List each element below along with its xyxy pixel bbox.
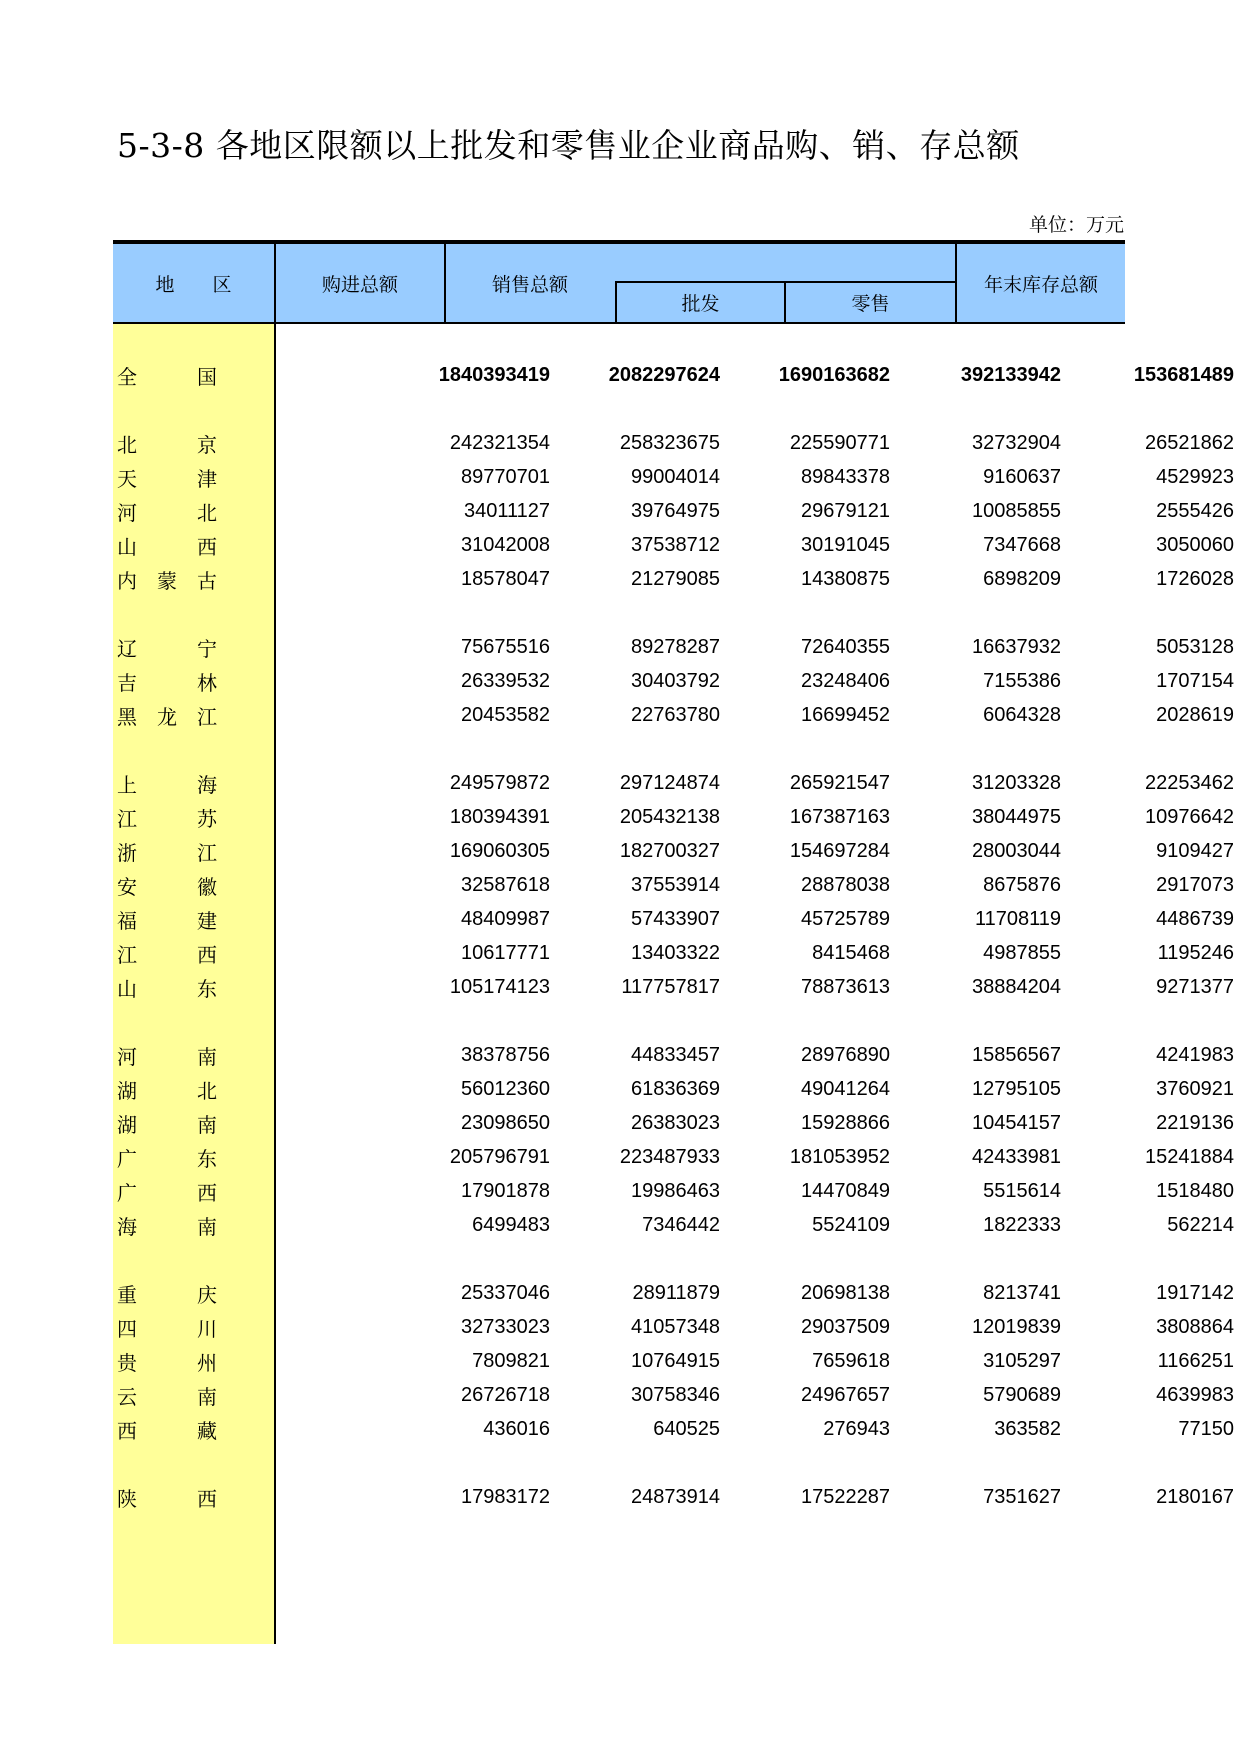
region-name-char: 庆 (197, 1282, 217, 1307)
region-name (117, 968, 217, 1006)
wholesale-cell: 1690163682 (778, 363, 890, 386)
region-name (117, 1138, 217, 1176)
table-row (113, 560, 1234, 598)
region-name-char: 河 (117, 1044, 137, 1069)
table-row (113, 1478, 1234, 1516)
wholesale-cell: 89843378 (801, 465, 890, 488)
region-name-char: 海 (117, 1214, 137, 1239)
retail-cell: 16637932 (972, 635, 1061, 658)
region-name-char: 安 (117, 874, 137, 899)
region-name-char: 湖 (117, 1078, 137, 1103)
region-name-char: 山 (117, 534, 137, 559)
region-name (117, 1206, 217, 1244)
region-name-char: 福 (117, 908, 137, 933)
region-name-char: 陕 (117, 1486, 137, 1511)
retail-cell: 8675876 (983, 873, 1061, 896)
inventory-cell: 3050060 (1156, 533, 1234, 556)
retail-cell: 1822333 (983, 1213, 1061, 1236)
inventory-cell: 1518480 (1156, 1179, 1234, 1202)
sales-cell: 19986463 (631, 1179, 720, 1202)
sales-cell: 41057348 (631, 1315, 720, 1338)
region-name (117, 832, 217, 870)
region-name-char: 贵 (117, 1350, 137, 1375)
region-name (117, 526, 217, 564)
sales-cell: 13403322 (631, 941, 720, 964)
region-name (117, 424, 217, 462)
retail-cell: 32732904 (972, 431, 1061, 454)
table-row (113, 662, 1234, 700)
inventory-cell: 4639983 (1156, 1383, 1234, 1406)
region-name-char: 龙 (157, 704, 177, 729)
region-name-char: 江 (117, 806, 137, 831)
region-name-char: 藏 (197, 1418, 217, 1443)
header-inventory: 年末库存总额 (983, 273, 1098, 296)
inventory-cell: 22253462 (1145, 771, 1234, 794)
purchase-cell: 20453582 (461, 703, 550, 726)
retail-cell: 7347668 (983, 533, 1061, 556)
sales-cell: 117757817 (621, 975, 720, 998)
sales-cell: 258323675 (619, 431, 720, 454)
retail-cell: 5790689 (983, 1383, 1061, 1406)
retail-cell: 15856567 (972, 1043, 1061, 1066)
region-name (117, 866, 217, 904)
purchase-cell: 10617771 (461, 941, 550, 964)
table-body (113, 324, 1234, 1644)
inventory-cell: 10976642 (1145, 805, 1234, 828)
region-name-char: 京 (197, 432, 217, 457)
header-wholesale: 批发 (681, 293, 720, 315)
sales-cell: 223487933 (619, 1145, 720, 1168)
inventory-cell: 4486739 (1156, 907, 1234, 930)
region-name (117, 1410, 217, 1448)
wholesale-cell: 7659618 (812, 1349, 890, 1372)
wholesale-cell: 14380875 (801, 567, 890, 590)
sales-cell: 7346442 (642, 1213, 720, 1236)
header-retail: 零售 (851, 293, 890, 315)
inventory-cell: 2028619 (1156, 703, 1234, 726)
retail-cell: 4987855 (983, 941, 1061, 964)
region-name-char: 川 (197, 1316, 217, 1341)
purchase-cell: 25337046 (461, 1281, 550, 1304)
region-name-char: 西 (197, 1180, 217, 1205)
retail-cell: 363582 (994, 1417, 1061, 1440)
inventory-cell: 1166251 (1157, 1349, 1234, 1372)
table-row (113, 1308, 1234, 1346)
table-row (113, 1070, 1234, 1108)
region-name (117, 662, 217, 700)
wholesale-cell: 23248406 (801, 669, 890, 692)
purchase-cell: 18578047 (461, 567, 550, 590)
region-name-char: 津 (197, 466, 217, 491)
region-name-char: 四 (117, 1316, 137, 1341)
table-row (113, 424, 1234, 462)
region-name-char: 辽 (117, 636, 137, 661)
inventory-cell: 2180167 (1156, 1485, 1234, 1508)
sales-cell: 2082297624 (608, 363, 720, 386)
purchase-cell: 34011127 (463, 499, 550, 522)
table-row (113, 1376, 1234, 1414)
region-name-char: 林 (197, 670, 217, 695)
retail-cell: 6064328 (983, 703, 1061, 726)
sales-cell: 61836369 (631, 1077, 720, 1100)
region-name-char: 西 (197, 942, 217, 967)
region-name-char: 西 (117, 1418, 137, 1443)
sales-cell: 297124874 (619, 771, 720, 794)
sales-cell: 22763780 (631, 703, 720, 726)
table-row (113, 798, 1234, 836)
unit-label: 单位：万元 (1028, 214, 1124, 236)
region-name-char: 广 (117, 1180, 137, 1205)
inventory-cell: 9271377 (1156, 975, 1234, 998)
purchase-cell: 31042008 (461, 533, 550, 556)
sales-cell: 205432138 (619, 805, 720, 828)
wholesale-cell: 5524109 (812, 1213, 890, 1236)
region-name-char: 北 (197, 500, 217, 525)
inventory-cell: 562214 (1167, 1213, 1234, 1236)
region-name (117, 798, 217, 836)
retail-cell: 10085855 (972, 499, 1061, 522)
purchase-cell: 105174123 (449, 975, 550, 998)
region-name-char: 江 (197, 704, 217, 729)
wholesale-cell: 28878038 (801, 873, 890, 896)
table-row (113, 492, 1234, 530)
wholesale-cell: 8415468 (812, 941, 890, 964)
sales-cell: 182700327 (619, 839, 720, 862)
region-name-char: 山 (117, 976, 137, 1001)
region-name-char: 州 (197, 1350, 217, 1375)
retail-cell: 38884204 (972, 975, 1061, 998)
region-name-char: 南 (197, 1112, 217, 1137)
wholesale-cell: 276943 (823, 1417, 890, 1440)
retail-cell: 38044975 (972, 805, 1061, 828)
retail-cell: 31203328 (972, 771, 1061, 794)
region-name (117, 628, 217, 666)
inventory-cell: 26521862 (1145, 431, 1234, 454)
retail-cell: 12795105 (972, 1077, 1061, 1100)
region-name-char: 北 (117, 432, 137, 457)
table-row (113, 832, 1234, 870)
region-name (117, 900, 217, 938)
region-name-char: 全 (117, 364, 137, 389)
region-name-char: 古 (197, 568, 217, 593)
sales-cell: 37538712 (631, 533, 720, 556)
inventory-cell: 2555426 (1156, 499, 1234, 522)
region-name-char: 北 (197, 1078, 217, 1103)
purchase-cell: 6499483 (472, 1213, 550, 1236)
sales-cell: 30403792 (631, 669, 720, 692)
table-row (113, 1036, 1234, 1074)
sales-cell: 640525 (653, 1417, 720, 1440)
region-name-char: 蒙 (157, 568, 177, 593)
table-row (113, 1410, 1234, 1448)
retail-cell: 42433981 (972, 1145, 1061, 1168)
retail-cell: 392133942 (960, 363, 1061, 386)
inventory-cell: 5053128 (1156, 635, 1234, 658)
sales-cell: 39764975 (631, 499, 720, 522)
region-name-char: 国 (197, 364, 217, 389)
region-name-char: 徽 (197, 874, 217, 899)
sales-cell: 44833457 (631, 1043, 720, 1066)
region-name-char: 西 (197, 1486, 217, 1511)
region-name-char: 江 (117, 942, 137, 967)
table-row (113, 1138, 1234, 1176)
region-name-char: 吉 (117, 670, 137, 695)
sales-cell: 57433907 (631, 907, 720, 930)
region-name-char: 上 (117, 772, 137, 797)
retail-cell: 9160637 (983, 465, 1061, 488)
wholesale-cell: 20698138 (801, 1281, 890, 1304)
region-name-char: 海 (197, 772, 217, 797)
region-name (117, 1172, 217, 1210)
purchase-cell: 180394391 (449, 805, 550, 828)
wholesale-cell: 265921547 (789, 771, 890, 794)
wholesale-cell: 78873613 (801, 975, 890, 998)
region-name (117, 1274, 217, 1312)
sales-cell: 26383023 (631, 1111, 720, 1134)
region-name-char: 天 (117, 466, 137, 491)
purchase-cell: 205796791 (449, 1145, 550, 1168)
table-row (113, 458, 1234, 496)
table-row (113, 968, 1234, 1006)
table-row-total (113, 356, 1234, 394)
region-name (117, 764, 217, 802)
inventory-cell: 4529923 (1156, 465, 1234, 488)
purchase-cell: 75675516 (461, 635, 550, 658)
region-name-char: 宁 (197, 636, 217, 661)
region-name-char: 南 (197, 1384, 217, 1409)
region-name (117, 492, 217, 530)
region-name (117, 1036, 217, 1074)
region-name (117, 1342, 217, 1380)
region-name (117, 1376, 217, 1414)
retail-cell: 7155386 (983, 669, 1061, 692)
table-row (113, 866, 1234, 904)
region-name-char: 重 (117, 1282, 137, 1307)
purchase-cell: 32587618 (461, 873, 550, 896)
region-name-char: 内 (117, 568, 137, 593)
header-region: 地 区 (155, 273, 232, 296)
region-name (117, 1070, 217, 1108)
purchase-cell: 23098650 (461, 1111, 550, 1134)
region-name-char: 东 (197, 976, 217, 1001)
header-sales: 销售总额 (491, 273, 568, 296)
region-name-char: 河 (117, 500, 137, 525)
purchase-cell: 38378756 (461, 1043, 550, 1066)
purchase-cell: 26339532 (461, 669, 550, 692)
purchase-cell: 17901878 (461, 1179, 550, 1202)
purchase-cell: 89770701 (461, 465, 550, 488)
retail-cell: 6898209 (983, 567, 1061, 590)
region-name-char: 云 (117, 1384, 137, 1409)
retail-cell: 28003044 (972, 839, 1061, 862)
retail-cell: 10454157 (972, 1111, 1061, 1134)
wholesale-cell: 167387163 (789, 805, 890, 828)
header-purchase: 购进总额 (321, 273, 398, 296)
wholesale-cell: 225590771 (789, 431, 890, 454)
region-name-char: 南 (197, 1044, 217, 1069)
region-name-char: 浙 (117, 840, 137, 865)
wholesale-cell: 29679121 (801, 499, 890, 522)
region-name (117, 1308, 217, 1346)
wholesale-cell: 72640355 (801, 635, 890, 658)
region-name-char: 苏 (197, 806, 217, 831)
region-name-char: 西 (197, 534, 217, 559)
wholesale-cell: 29037509 (801, 1315, 890, 1338)
inventory-cell: 3808864 (1156, 1315, 1234, 1338)
inventory-cell: 153681489 (1133, 363, 1234, 386)
sales-cell: 30758346 (631, 1383, 720, 1406)
purchase-cell: 249579872 (449, 771, 550, 794)
purchase-cell: 1840393419 (438, 363, 550, 386)
region-name-char: 江 (197, 840, 217, 865)
table-row (113, 628, 1234, 666)
inventory-cell: 4241983 (1156, 1043, 1234, 1066)
table-row (113, 1274, 1234, 1312)
region-name (117, 1478, 217, 1516)
inventory-cell: 1726028 (1156, 567, 1234, 590)
retail-cell: 7351627 (983, 1485, 1061, 1508)
retail-cell: 3105297 (983, 1349, 1061, 1372)
retail-cell: 5515614 (983, 1179, 1061, 1202)
wholesale-cell: 16699452 (801, 703, 890, 726)
wholesale-cell: 45725789 (801, 907, 890, 930)
inventory-cell: 2219136 (1156, 1111, 1234, 1134)
inventory-cell: 77150 (1178, 1417, 1234, 1440)
retail-cell: 11708119 (974, 907, 1061, 930)
region-name (117, 560, 217, 598)
wholesale-cell: 14470849 (801, 1179, 890, 1202)
purchase-cell: 32733023 (461, 1315, 550, 1338)
purchase-cell: 436016 (483, 1417, 550, 1440)
region-name (117, 356, 217, 394)
wholesale-cell: 17522287 (801, 1485, 890, 1508)
region-name (117, 1104, 217, 1142)
purchase-cell: 17983172 (461, 1485, 550, 1508)
sales-cell: 24873914 (631, 1485, 720, 1508)
region-name (117, 934, 217, 972)
region-name-char: 南 (197, 1214, 217, 1239)
sales-cell: 37553914 (631, 873, 720, 896)
inventory-cell: 1917142 (1156, 1281, 1234, 1304)
wholesale-cell: 15928866 (801, 1111, 890, 1134)
retail-cell: 8213741 (983, 1281, 1061, 1304)
table-row (113, 1342, 1234, 1380)
wholesale-cell: 154697284 (789, 839, 890, 862)
region-name-char: 东 (197, 1146, 217, 1171)
purchase-cell: 26726718 (461, 1383, 550, 1406)
table-row (113, 1172, 1234, 1210)
region-name-char: 广 (117, 1146, 137, 1171)
purchase-cell: 169060305 (449, 839, 550, 862)
sales-cell: 28911879 (632, 1281, 720, 1304)
table-row (113, 1206, 1234, 1244)
inventory-cell: 1707154 (1156, 669, 1234, 692)
table-row (113, 764, 1234, 802)
data-table (113, 240, 1234, 1644)
sales-cell: 89278287 (631, 635, 720, 658)
region-name-char: 黑 (117, 704, 137, 729)
region-name (117, 696, 217, 734)
wholesale-cell: 30191045 (801, 533, 890, 556)
inventory-cell: 1195246 (1157, 941, 1234, 964)
table-header (113, 240, 1125, 324)
inventory-cell: 9109427 (1156, 839, 1234, 862)
inventory-cell: 3760921 (1156, 1077, 1234, 1100)
wholesale-cell: 181053952 (789, 1145, 890, 1168)
wholesale-cell: 24967657 (801, 1383, 890, 1406)
region-name-char: 湖 (117, 1112, 137, 1137)
table-row (113, 900, 1234, 938)
table-row (113, 526, 1234, 564)
purchase-cell: 242321354 (449, 431, 550, 454)
region-name (117, 458, 217, 496)
purchase-cell: 7809821 (472, 1349, 550, 1372)
table-row (113, 696, 1234, 734)
region-name-char: 建 (197, 908, 217, 933)
wholesale-cell: 49041264 (801, 1077, 890, 1100)
sales-cell: 99004014 (631, 465, 720, 488)
inventory-cell: 2917073 (1156, 873, 1234, 896)
retail-cell: 12019839 (972, 1315, 1061, 1338)
purchase-cell: 56012360 (461, 1077, 550, 1100)
table-row (113, 1104, 1234, 1142)
sales-cell: 21279085 (631, 567, 720, 590)
inventory-cell: 15241884 (1145, 1145, 1234, 1168)
wholesale-cell: 28976890 (801, 1043, 890, 1066)
sales-cell: 10764915 (631, 1349, 720, 1372)
purchase-cell: 48409987 (461, 907, 550, 930)
table-row (113, 934, 1234, 972)
page-title: 5-3-8 各地区限额以上批发和零售业企业商品购、销、存总额 (117, 126, 1020, 165)
